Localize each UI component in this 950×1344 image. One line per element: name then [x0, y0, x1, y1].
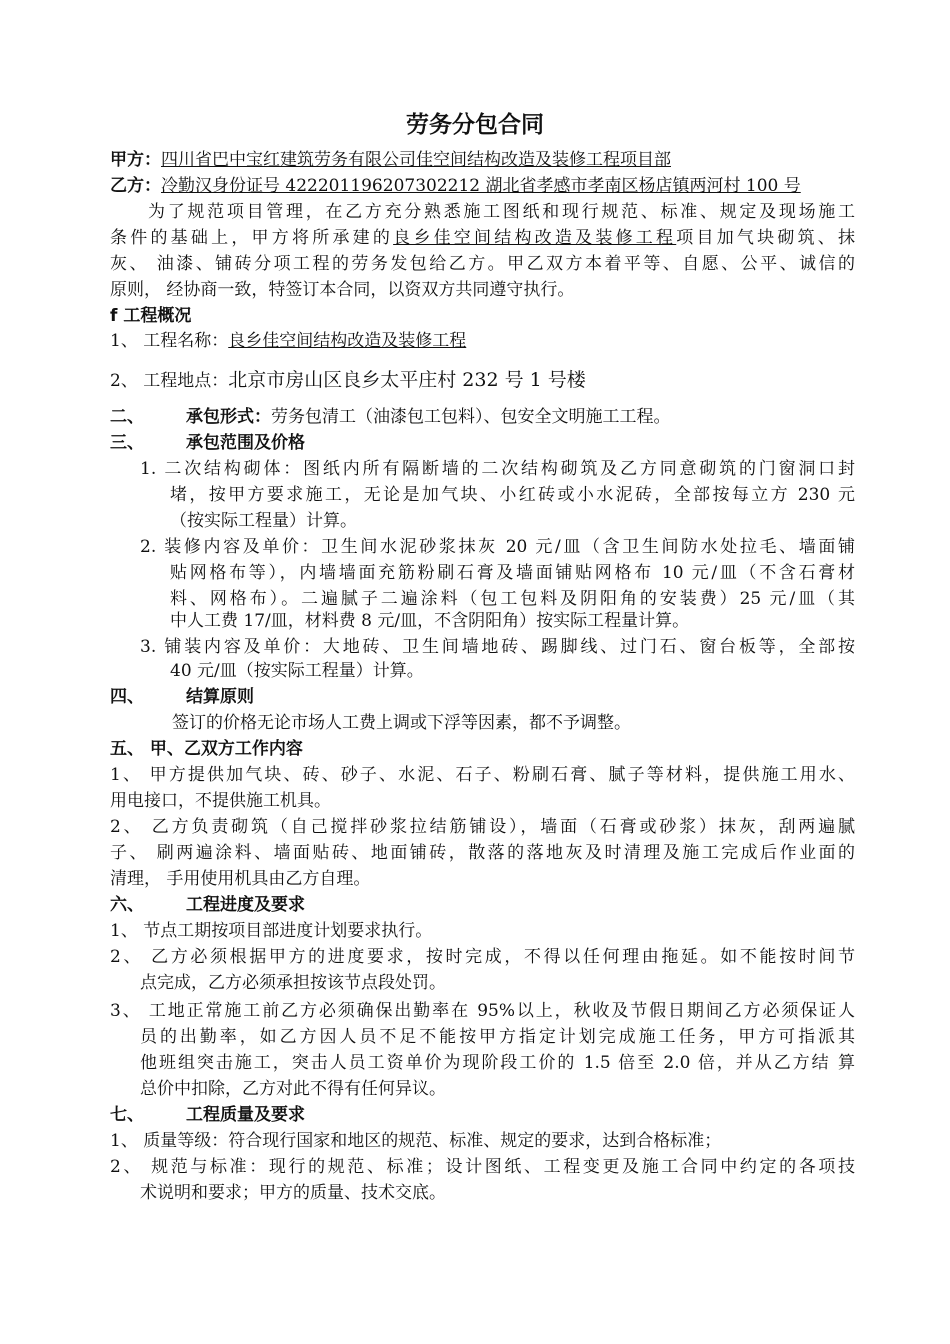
party-a-value: 四川省巴中宝红建筑劳务有限公司佳空间结构改造及装修工程项目部 — [161, 150, 671, 170]
section-6-heading: 工程进度及要求 — [186, 895, 305, 915]
section-3-line — [110, 430, 855, 456]
preamble-line-2 — [110, 225, 855, 251]
duties-item-1-line: 用电接口，不提供施工机具。 — [110, 791, 331, 811]
party-b-label: 乙方： — [110, 176, 161, 196]
party-b-line — [110, 173, 855, 199]
schedule-item-1: 1、 节点工期按项目部进度计划要求执行。 — [110, 921, 433, 941]
party-a-line — [110, 147, 855, 173]
schedule-item-2-line: 点完成，乙方必须承担按该节点段处罚。 — [140, 973, 446, 993]
scope-item-2-line: 贴网格布等），内墙墙面充筋粉刷石膏及墙面铺贴网格布 10 元/皿（不含石膏材 — [170, 563, 855, 583]
preamble-line-3: 灰、 油漆、铺砖分项工程的劳务发包给乙方。甲乙双方本着平等、自愿、公平、诚信的 — [110, 254, 855, 274]
preamble-project-name: 良乡佳空间结构改造及装修工程 — [393, 228, 677, 248]
schedule-item-3-line: 3、 工地正常施工前乙方必须确保出勤率在 95%以上，秋收及节假日期间乙方必须保证人 — [110, 1001, 855, 1021]
scope-item-1-line: （按实际工程量）计算。 — [170, 511, 357, 531]
section-4-line — [110, 684, 855, 710]
scope-item-2-line: 中人工费 17/皿，材料费 8 元/皿，不含阴阳角）按实际工程量计算。 — [170, 611, 690, 631]
scope-item-2-line: 料、网格布）。二遍腻子二遍涂料（包工包料及阴阳角的安装费）25 元/皿（其 — [170, 589, 855, 609]
scope-item-1-line: 1. 二次结构砌体：图纸内所有隔断墙的二次结构砌筑及乙方同意砌筑的门窗洞口封 — [140, 459, 855, 479]
section-3-heading: 承包范围及价格 — [186, 433, 305, 453]
preamble-line-1: 为了规范项目管理，在乙方充分熟悉施工图纸和现行规范、标准、规定及现场施工 — [148, 202, 855, 222]
document-title: 劳务分包合同 — [406, 112, 544, 138]
schedule-item-3-line: 总价中扣除，乙方对此不得有任何异议。 — [140, 1079, 446, 1099]
section-3-number: 三、 — [110, 433, 144, 453]
project-name-line — [110, 328, 855, 354]
schedule-item-2-line: 2、 乙方必须根据甲方的进度要求，按时完成，不得以任何理由拖延。如不能按时间节 — [110, 947, 855, 967]
section-7-heading: 工程质量及要求 — [186, 1105, 305, 1125]
section-2-line — [110, 404, 855, 430]
project-location-value: 北京市房山区良乡太平庄村 232 号 1 号楼 — [228, 369, 586, 391]
project-location-line — [110, 367, 855, 394]
quality-item-1: 1、 质量等级：符合现行国家和地区的规范、标准、规定的要求，达到合格标准； — [110, 1131, 722, 1151]
section-5-heading: 五、 甲、乙双方工作内容 — [110, 739, 303, 759]
duties-item-2-line: 2、 乙方负责砌筑（自己搅拌砂浆拉结筋铺设），墙面（石膏或砂浆）抹灰，刮两遍腻 — [110, 817, 855, 837]
scope-item-3-line: 3. 铺装内容及单价：大地砖、卫生间墙地砖、踢脚线、过门石、窗台板等，全部按 — [140, 637, 855, 657]
party-b-value: 冷勤汉身份证号 422201196207302212 湖北省孝感市孝南区杨店镇两河村 100 号 — [161, 176, 801, 196]
scope-item-1-line: 堵，按甲方要求施工，无论是加气块、小红砖或小水泥砖，全部按每立方 230 元 — [170, 485, 855, 505]
section-7-number: 七、 — [110, 1105, 144, 1125]
duties-item-2-line: 子、 刷两遍涂料、墙面贴砖、地面铺砖，散落的落地灰及时清理及施工完成后作业面的 — [110, 843, 855, 863]
quality-item-2-line: 2、 规范与标准：现行的规范、标准；设计图纸、工程变更及施工合同中约定的各项技 — [110, 1157, 855, 1177]
duties-item-2-line: 清理， 手用使用机具由乙方自理。 — [110, 869, 371, 889]
preamble-text: 项目加气块砌筑、抹 — [676, 228, 856, 248]
project-name-label: 1、 工程名称： — [110, 331, 229, 351]
preamble-text: 条件的基础上，甲方将所承建的 — [110, 228, 394, 248]
project-location-label: 2、 工程地点： — [110, 371, 229, 391]
section-2-heading: 承包形式： — [186, 407, 271, 427]
section-6-line — [110, 892, 855, 918]
duties-item-1-line: 1、 甲方提供加气块、砖、砂子、水泥、石子、粉刷石膏、腻子等材料，提供施工用水、 — [110, 765, 855, 785]
schedule-item-3-line: 员的出勤率，如乙方因人员不足不能按甲方指定计划完成施工任务，甲方可指派其 — [140, 1027, 855, 1047]
preamble-line-4: 原则， 经协商一致，特签订本合同，以资双方共同遵守执行。 — [110, 280, 575, 300]
project-name-value: 良乡佳空间结构改造及装修工程 — [228, 331, 467, 351]
schedule-item-3-line: 他班组突击施工，突击人员工资单价为现阶段工价的 1.5 倍至 2.0 倍，并从乙方结 算 — [140, 1053, 855, 1073]
quality-item-2-line: 术说明和要求；甲方的质量、技术交底。 — [140, 1183, 446, 1203]
section-1-heading: f 工程概况 — [110, 306, 192, 326]
settlement-text: 签订的价格无论市场人工费上调或下浮等因素，都不予调整。 — [172, 713, 631, 733]
section-6-number: 六、 — [110, 895, 144, 915]
scope-item-3-line: 40 元/皿（按实际工程量）计算。 — [170, 661, 424, 681]
section-2-number: 二、 — [110, 407, 144, 427]
section-2-text: 劳务包清工（油漆包工包料）、包安全文明施工工程。 — [271, 407, 671, 427]
section-7-line — [110, 1102, 855, 1128]
section-4-heading: 结算原则 — [186, 687, 254, 707]
scope-item-2-line: 2. 装修内容及单价：卫生间水泥砂浆抹灰 20 元/皿（含卫生间防水处拉毛、墙面铺 — [140, 537, 855, 557]
party-a-label: 甲方： — [110, 150, 161, 170]
section-4-number: 四、 — [110, 687, 144, 707]
